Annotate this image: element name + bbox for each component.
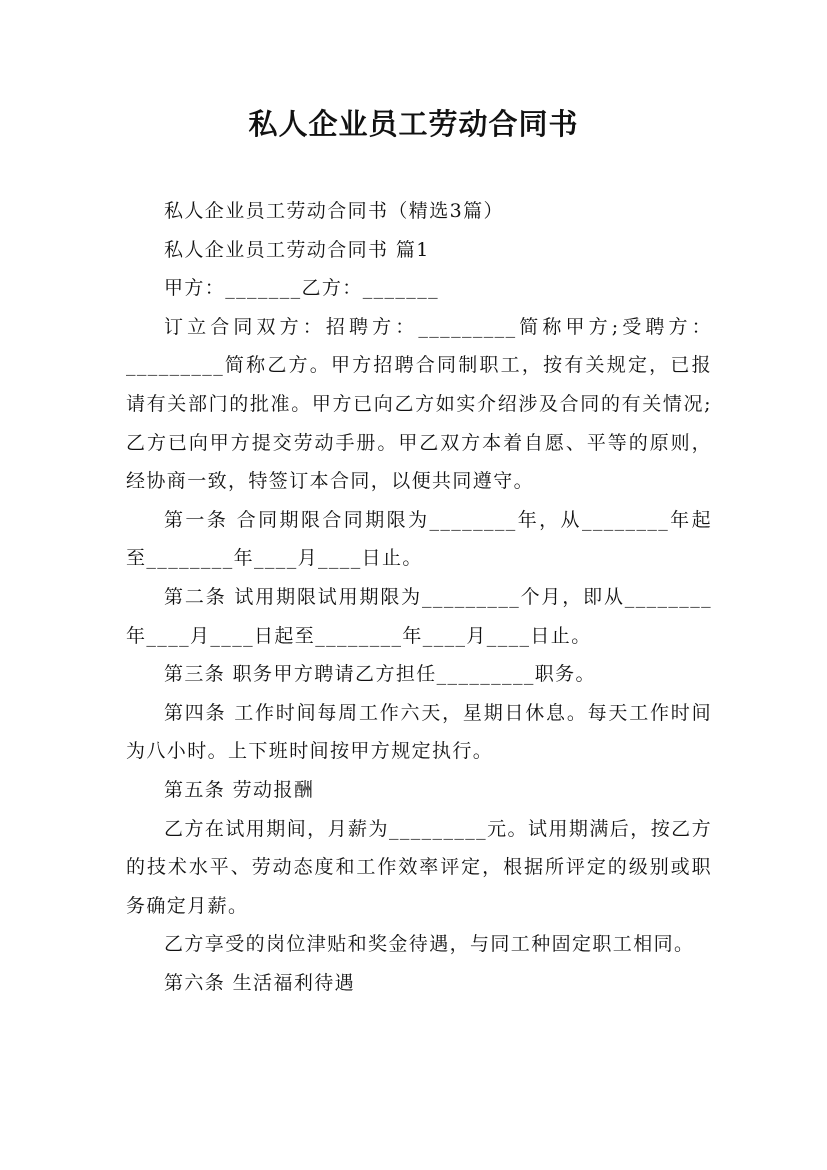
- paragraph-parties: 甲方：_______乙方：_______: [164, 277, 440, 300]
- paragraph-article-5-salary: 乙方在试用期间，月薪为_________元。试用期满后，按乙方的技术水平、劳动态度和工作效率评定，根据所评定的级别或职务确定月薪。: [126, 817, 712, 917]
- paragraph-article-5-heading: 第五条 劳动报酬: [164, 778, 315, 801]
- paragraph-preamble: 订立合同双方：招聘方：_________简称甲方;受聘方：_________简称乙方。甲方招聘合同制职工，按有关规定，已报请有关部门的批准。甲方已向乙方如实介绍涉及合同的有关情况;乙方已向甲方提交劳动手册。甲乙双方本着自愿、平等的原则，经协商一致，特签订本合同，以便共同遵守。: [126, 315, 712, 493]
- paragraph-subtitle: 私人企业员工劳动合同书（精选3篇）: [164, 200, 504, 222]
- paragraph-article-4: 第四条 工作时间每周工作六天，星期日休息。每天工作时间为八小时。上下班时间按甲方规定执行。: [126, 701, 712, 763]
- document-body: [126, 192, 712, 1002]
- paragraph-section-heading: 私人企业员工劳动合同书 篇1: [164, 238, 430, 261]
- paragraph-article-1: 第一条 合同期限合同期限为________年，从________年起至________年____月____日止。: [126, 508, 712, 570]
- paragraph-article-2: 第二条 试用期限试用期限为_________个月，即从________年____月____日起至________年____月____日止。: [126, 585, 712, 647]
- paragraph-article-3: 第三条 职务甲方聘请乙方担任_________职务。: [164, 663, 596, 686]
- paragraph-article-5-allowance: 乙方享受的岗位津贴和奖金待遇，与同工种固定职工相同。: [164, 933, 695, 956]
- paragraph-article-6-heading: 第六条 生活福利待遇: [164, 971, 356, 994]
- document-title: 私人企业员工劳动合同书: [248, 107, 579, 141]
